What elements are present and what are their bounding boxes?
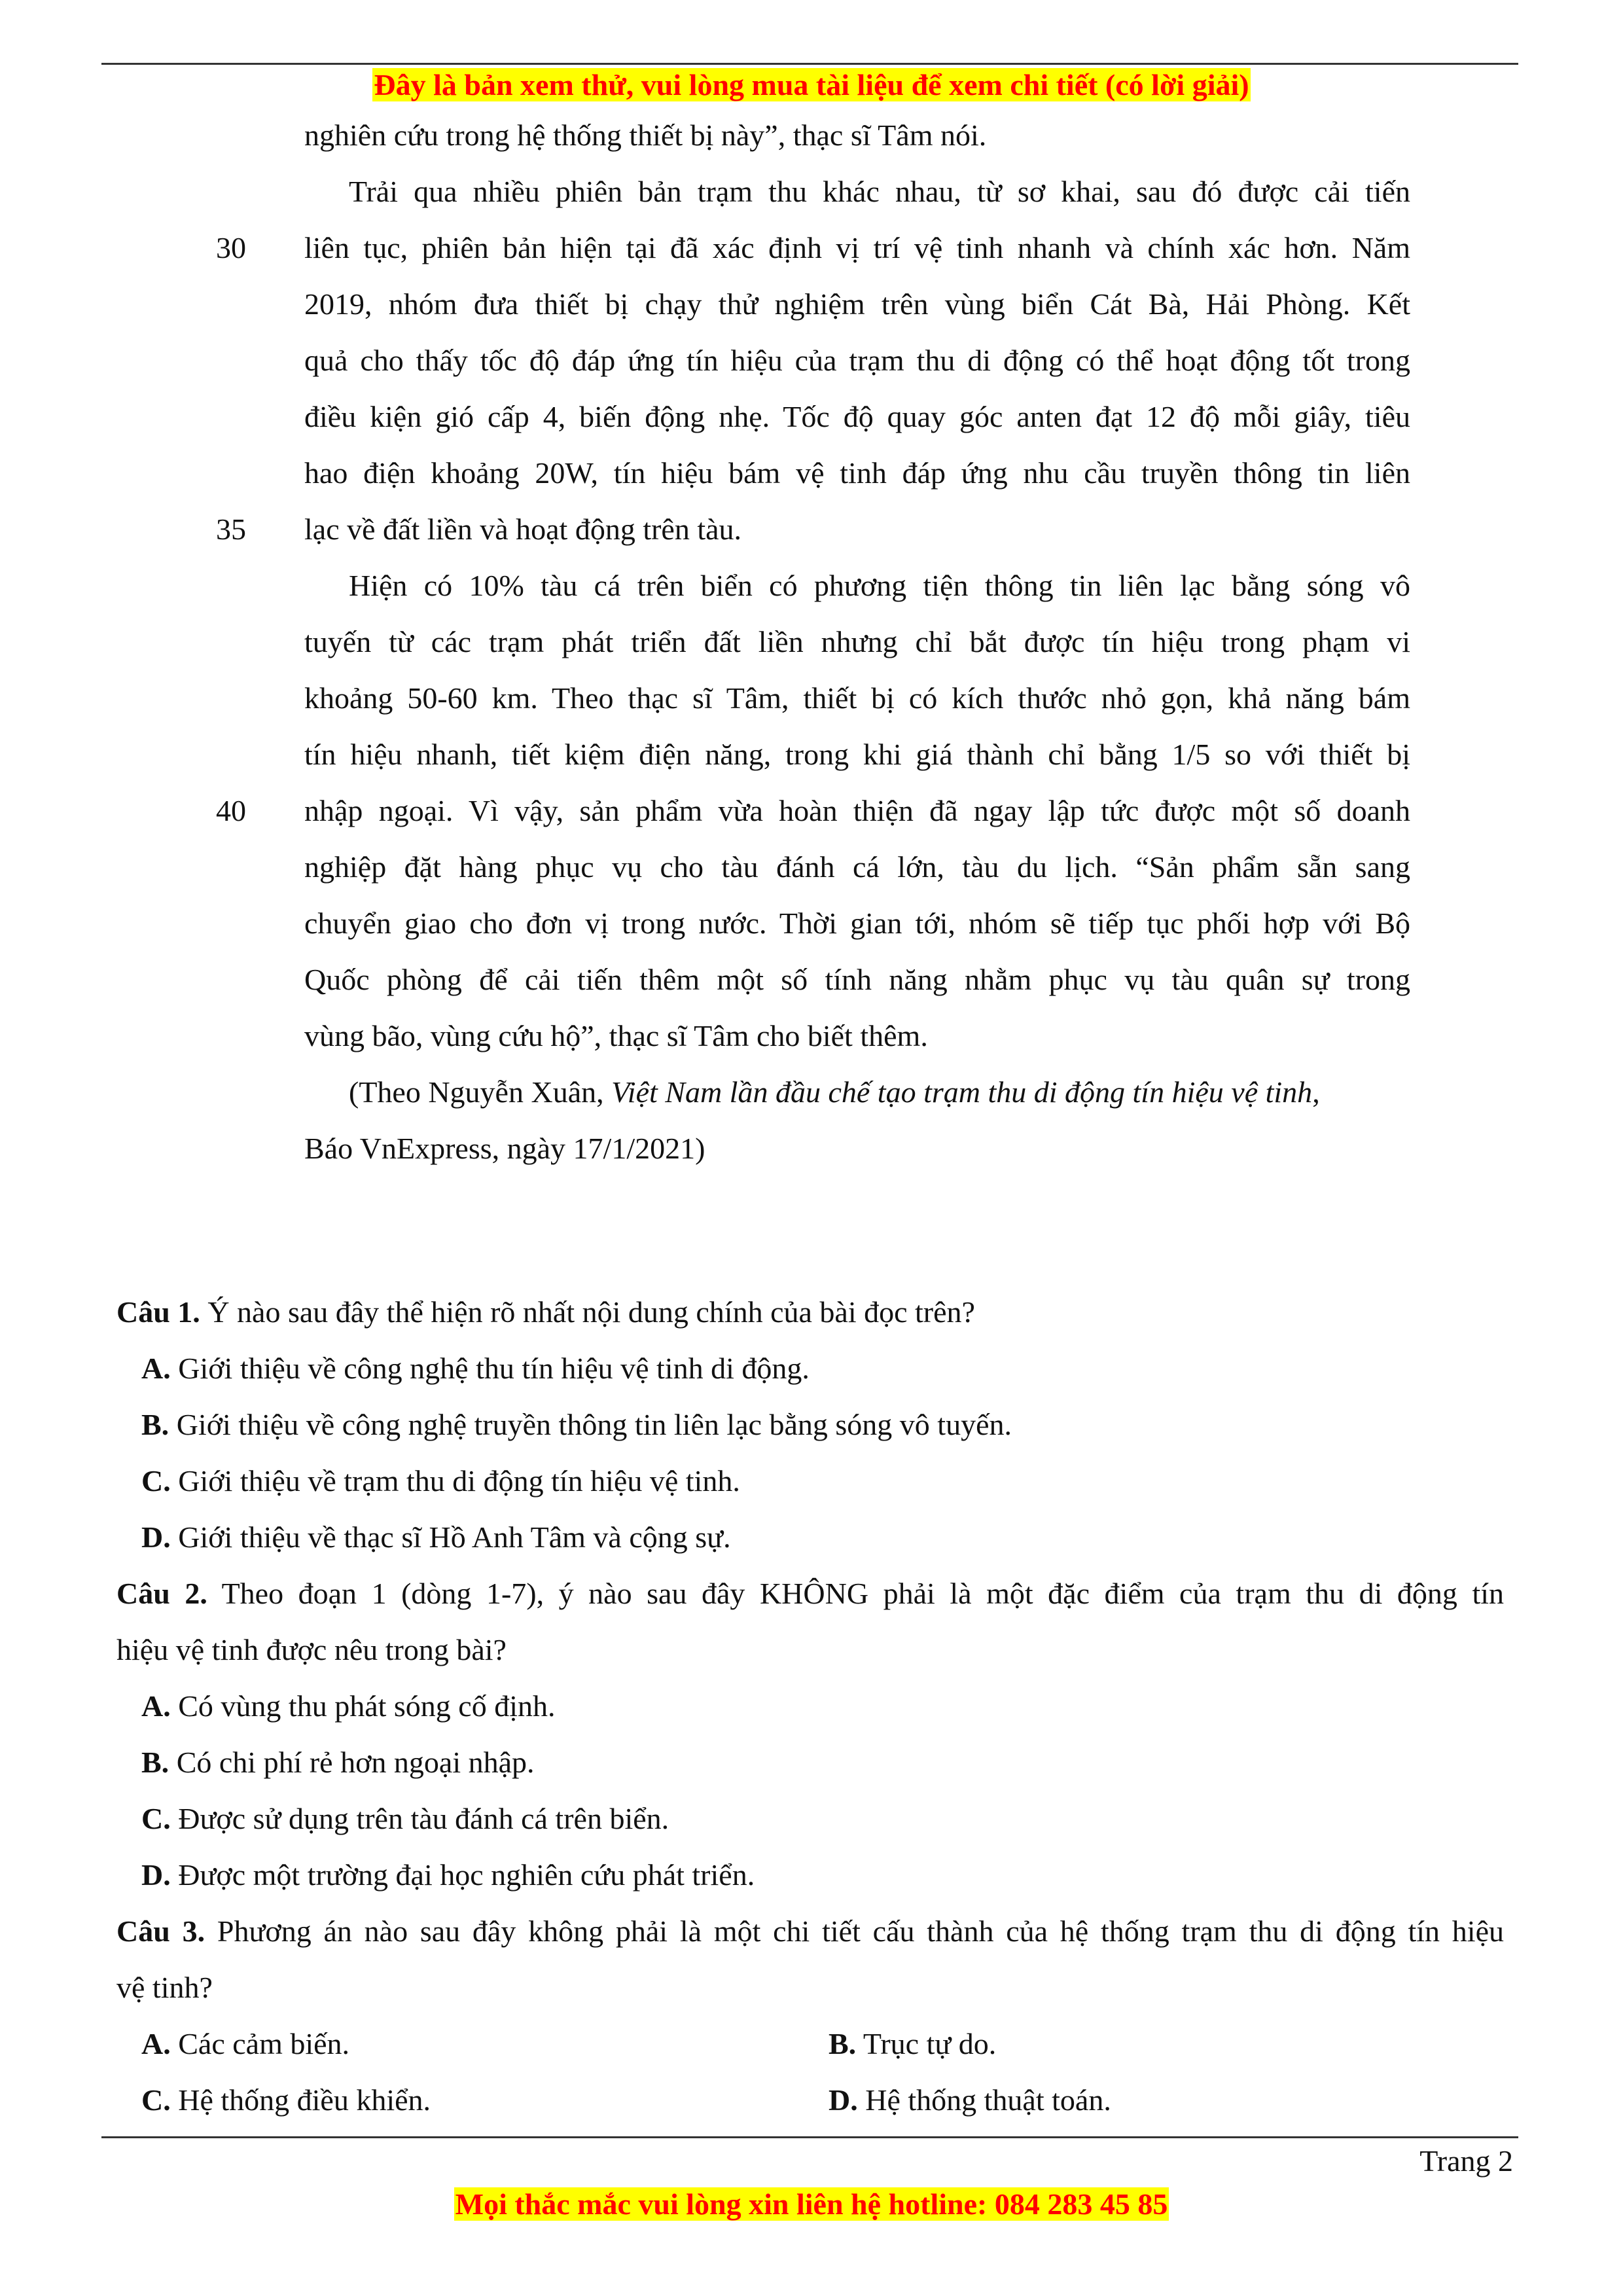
question-2-cont: hiệu vệ tinh được nêu trong bài? bbox=[116, 1633, 507, 1666]
option-2a: A. Có vùng thu phát sóng cố định. bbox=[141, 1689, 556, 1723]
passage-line: tuyến từ các trạm phát triển đất liền nhưng chỉ bắt được tín hiệu trong phạm vi bbox=[304, 625, 1410, 658]
passage-line: liên tục, phiên bản hiện tại đã xác định vị trí vệ tinh nhanh và chính xác hơn. Năm bbox=[304, 231, 1410, 264]
passage-line: chuyển giao cho đơn vị trong nước. Thời gian tới, nhóm sẽ tiếp tục phối hợp với Bộ bbox=[304, 906, 1410, 940]
question-3-cont: vệ tinh? bbox=[116, 1971, 213, 2004]
question-label: Câu 3. bbox=[116, 1914, 205, 1948]
option-3a: A. Các cảm biến. bbox=[141, 2027, 350, 2060]
page-number: Trang 2 bbox=[1419, 2144, 1513, 2178]
question-label: Câu 2. bbox=[116, 1577, 207, 1610]
line-number: 35 bbox=[216, 512, 246, 546]
passage-line: tín hiệu nhanh, tiết kiệm điện năng, trong khi giá thành chỉ bằng 1/5 so với thiết bị bbox=[304, 738, 1410, 771]
question-text: Theo đoạn 1 (dòng 1-7), ý nào sau đây KHÔNG phải là một đặc điểm của trạm thu di động tín bbox=[221, 1577, 1504, 1610]
passage-line: vùng bão, vùng cứu hộ”, thạc sĩ Tâm cho biết thêm. bbox=[304, 1019, 928, 1052]
hotline-banner-text: Mọi thắc mắc vui lòng xin liên hệ hotline: 084 283 45 85 bbox=[455, 2187, 1168, 2221]
passage-line: nghiệp đặt hàng phục vụ cho tàu đánh cá lớn, tàu du lịch. “Sản phẩm sẵn sang bbox=[304, 850, 1410, 884]
question-2 bbox=[116, 1566, 1504, 1622]
line-number: 30 bbox=[216, 231, 246, 264]
option-1d: D. Giới thiệu về thạc sĩ Hồ Anh Tâm và cộng sự. bbox=[141, 1520, 731, 1554]
question-1 bbox=[116, 1284, 1504, 1340]
citation-prefix: (Theo Nguyễn Xuân, bbox=[349, 1075, 612, 1109]
option-1a: A. Giới thiệu về công nghệ thu tín hiệu vệ tinh di động. bbox=[141, 1352, 810, 1385]
passage-line: 2019, nhóm đưa thiết bị chạy thử nghiệm trên vùng biển Cát Bà, Hải Phòng. Kết bbox=[304, 287, 1410, 321]
hotline-banner bbox=[0, 2185, 1623, 2224]
preview-banner-text: Đây là bản xem thử, vui lòng mua tài liệu để xem chi tiết (có lời giải) bbox=[374, 68, 1249, 101]
option-3d: D. Hệ thống thuật toán. bbox=[829, 2083, 1111, 2117]
passage-line: quả cho thấy tốc độ đáp ứng tín hiệu của trạm thu di động có thể hoạt động tốt trong bbox=[304, 344, 1410, 377]
passage-line: điều kiện gió cấp 4, biến động nhẹ. Tốc độ quay góc anten đạt 12 độ mỗi giây, tiêu bbox=[304, 400, 1410, 433]
passage-line: hao điện khoảng 20W, tín hiệu bám vệ tinh đáp ứng nhu cầu truyền thông tin liên bbox=[304, 456, 1410, 490]
question-3 bbox=[116, 1903, 1504, 1960]
preview-banner bbox=[0, 65, 1623, 105]
option-1b: B. Giới thiệu về công nghệ truyền thông tin liên lạc bằng sóng vô tuyến. bbox=[141, 1408, 1012, 1441]
question-label: Câu 1. bbox=[116, 1295, 200, 1329]
option-3c: C. Hệ thống điều khiển. bbox=[141, 2083, 431, 2117]
citation-source: Báo VnExpress, ngày 17/1/2021) bbox=[304, 1132, 705, 1165]
option-2c: C. Được sử dụng trên tàu đánh cá trên biển. bbox=[141, 1802, 669, 1835]
passage-line: Trải qua nhiều phiên bản trạm thu khác nhau, từ sơ khai, sau đó được cải tiến bbox=[349, 175, 1410, 208]
footer-rule bbox=[101, 2136, 1518, 2138]
option-2b: B. Có chi phí rẻ hơn ngoại nhập. bbox=[141, 1746, 535, 1779]
passage-line: Quốc phòng để cải tiến thêm một số tính năng nhằm phục vụ tàu quân sự trong bbox=[304, 963, 1410, 996]
option-1c: C. Giới thiệu về trạm thu di động tín hiệu vệ tinh. bbox=[141, 1464, 740, 1498]
question-text: Phương án nào sau đây không phải là một chi tiết cấu thành của hệ thống trạm thu di động tín hiệu bbox=[217, 1914, 1505, 1948]
line-number: 40 bbox=[216, 794, 246, 827]
citation-suffix: , bbox=[1312, 1075, 1320, 1109]
passage-line: khoảng 50-60 km. Theo thạc sĩ Tâm, thiết bị có kích thước nhỏ gọn, khả năng bám bbox=[304, 681, 1410, 715]
header-rule bbox=[101, 63, 1518, 65]
citation-title: Việt Nam lần đầu chế tạo trạm thu di động tín hiệu vệ tinh bbox=[611, 1075, 1313, 1109]
option-3b: B. Trục tự do. bbox=[829, 2027, 997, 2060]
passage-line: lạc về đất liền và hoạt động trên tàu. bbox=[304, 512, 742, 546]
citation-line bbox=[349, 1064, 1410, 1121]
option-2d: D. Được một trường đại học nghiên cứu phát triển. bbox=[141, 1858, 755, 1892]
question-text: Ý nào sau đây thể hiện rõ nhất nội dung chính của bài đọc trên? bbox=[207, 1295, 975, 1329]
passage-line: nhập ngoại. Vì vậy, sản phẩm vừa hoàn thiện đã ngay lập tức được một số doanh bbox=[304, 794, 1410, 827]
passage-line: nghiên cứu trong hệ thống thiết bị này”, thạc sĩ Tâm nói. bbox=[304, 118, 987, 152]
passage-line: Hiện có 10% tàu cá trên biển có phương tiện thông tin liên lạc bằng sóng vô bbox=[349, 569, 1410, 602]
